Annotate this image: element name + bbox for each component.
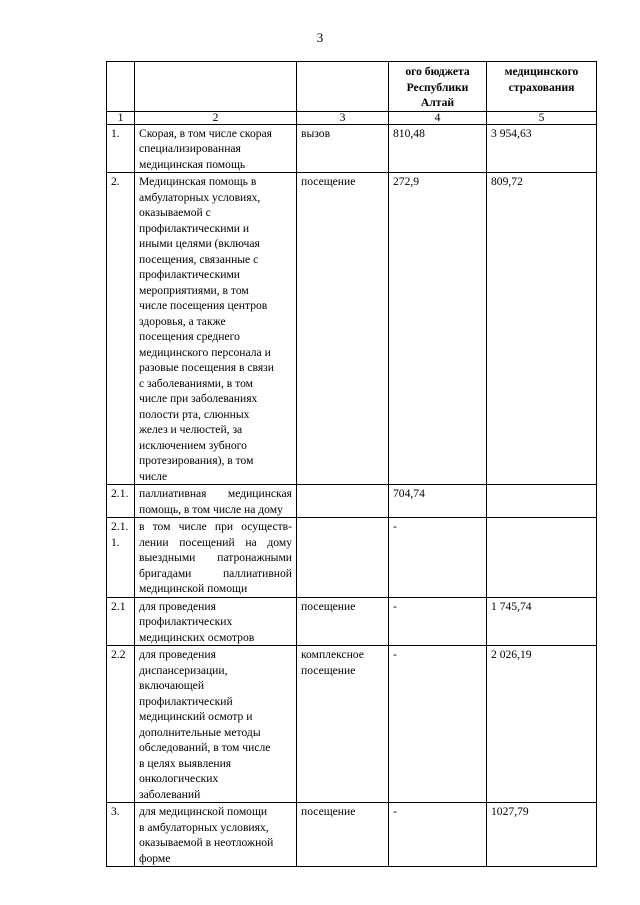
- column-number-row: [107, 111, 597, 124]
- table-row: [107, 485, 597, 518]
- service-name-cell: в том числе при осуществ-лении посещений на дому выездными патронажными бригадами паллиативной медицинской помощи: [135, 518, 297, 598]
- header-cell-4: ого бюджета Республики Алтай: [389, 62, 487, 112]
- table-header-row: [107, 62, 597, 112]
- tariff-table: [106, 61, 597, 867]
- header-cell-2: [135, 62, 297, 112]
- header-cell-5: медицинского страхования: [487, 62, 597, 112]
- service-name-cell: для проведения диспансеризации, включающей профилактический медицинский осмотр и дополнительные методы обследований, в том числе в целях выявления онкологических заболеваний: [135, 646, 297, 803]
- service-name-cell: Скорая, в том числе скорая специализированная медицинская помощь: [135, 124, 297, 173]
- insurance-value-cell: 809,72: [487, 173, 597, 485]
- table-row: [107, 173, 597, 485]
- republic-budget-value-cell: 272,9: [389, 173, 487, 485]
- row-number-cell: 1.: [107, 124, 135, 173]
- unit-cell: посещение: [297, 803, 389, 867]
- republic-budget-value-cell: -: [389, 597, 487, 646]
- column-number: 3: [297, 111, 389, 124]
- unit-cell: [297, 518, 389, 598]
- row-number-cell: 2.1. 1.: [107, 518, 135, 598]
- row-number-cell: 2.1: [107, 597, 135, 646]
- page-number: 3: [316, 30, 324, 45]
- republic-budget-value-cell: 704,74: [389, 485, 487, 518]
- republic-budget-value-cell: -: [389, 803, 487, 867]
- table-row: [107, 803, 597, 867]
- column-number: 4: [389, 111, 487, 124]
- republic-budget-value-cell: -: [389, 646, 487, 803]
- unit-cell: комплексное посещение: [297, 646, 389, 803]
- row-number-cell: 2.: [107, 173, 135, 485]
- insurance-value-cell: [487, 518, 597, 598]
- insurance-value-cell: 2 026,19: [487, 646, 597, 803]
- table-row: [107, 646, 597, 803]
- row-number-cell: 2.2: [107, 646, 135, 803]
- header-cell-3: [297, 62, 389, 112]
- insurance-value-cell: 1027,79: [487, 803, 597, 867]
- insurance-value-cell: [487, 485, 597, 518]
- service-name-cell: паллиативная медицинская помощь, в том числе на дому: [135, 485, 297, 518]
- column-number: 5: [487, 111, 597, 124]
- unit-cell: вызов: [297, 124, 389, 173]
- republic-budget-value-cell: -: [389, 518, 487, 598]
- service-name-cell: для медицинской помощи в амбулаторных условиях, оказываемой в неотложной форме: [135, 803, 297, 867]
- column-number: 1: [107, 111, 135, 124]
- unit-cell: [297, 485, 389, 518]
- table-row: [107, 518, 597, 598]
- service-name-cell: Медицинская помощь в амбулаторных условиях, оказываемой с профилактическими и иными целями (включая посещения, связанные с профилактическими мероприятиями, в том числе посещения центров здоровья, а также посещения среднего медицинского персонала и разовые посещения в связи с заболеваниями, в том числе при заболеваниях полости рта, слюнных желез и челюстей, за исключением зубного протезирования), в том числе: [135, 173, 297, 485]
- row-number-cell: 2.1.: [107, 485, 135, 518]
- header-cell-1: [107, 62, 135, 112]
- row-number-cell: 3.: [107, 803, 135, 867]
- table-row: [107, 597, 597, 646]
- service-name-cell: для проведения профилактических медицинских осмотров: [135, 597, 297, 646]
- column-number: 2: [135, 111, 297, 124]
- unit-cell: посещение: [297, 597, 389, 646]
- republic-budget-value-cell: 810,48: [389, 124, 487, 173]
- table-row: [107, 124, 597, 173]
- unit-cell: посещение: [297, 173, 389, 485]
- insurance-value-cell: 1 745,74: [487, 597, 597, 646]
- insurance-value-cell: 3 954,63: [487, 124, 597, 173]
